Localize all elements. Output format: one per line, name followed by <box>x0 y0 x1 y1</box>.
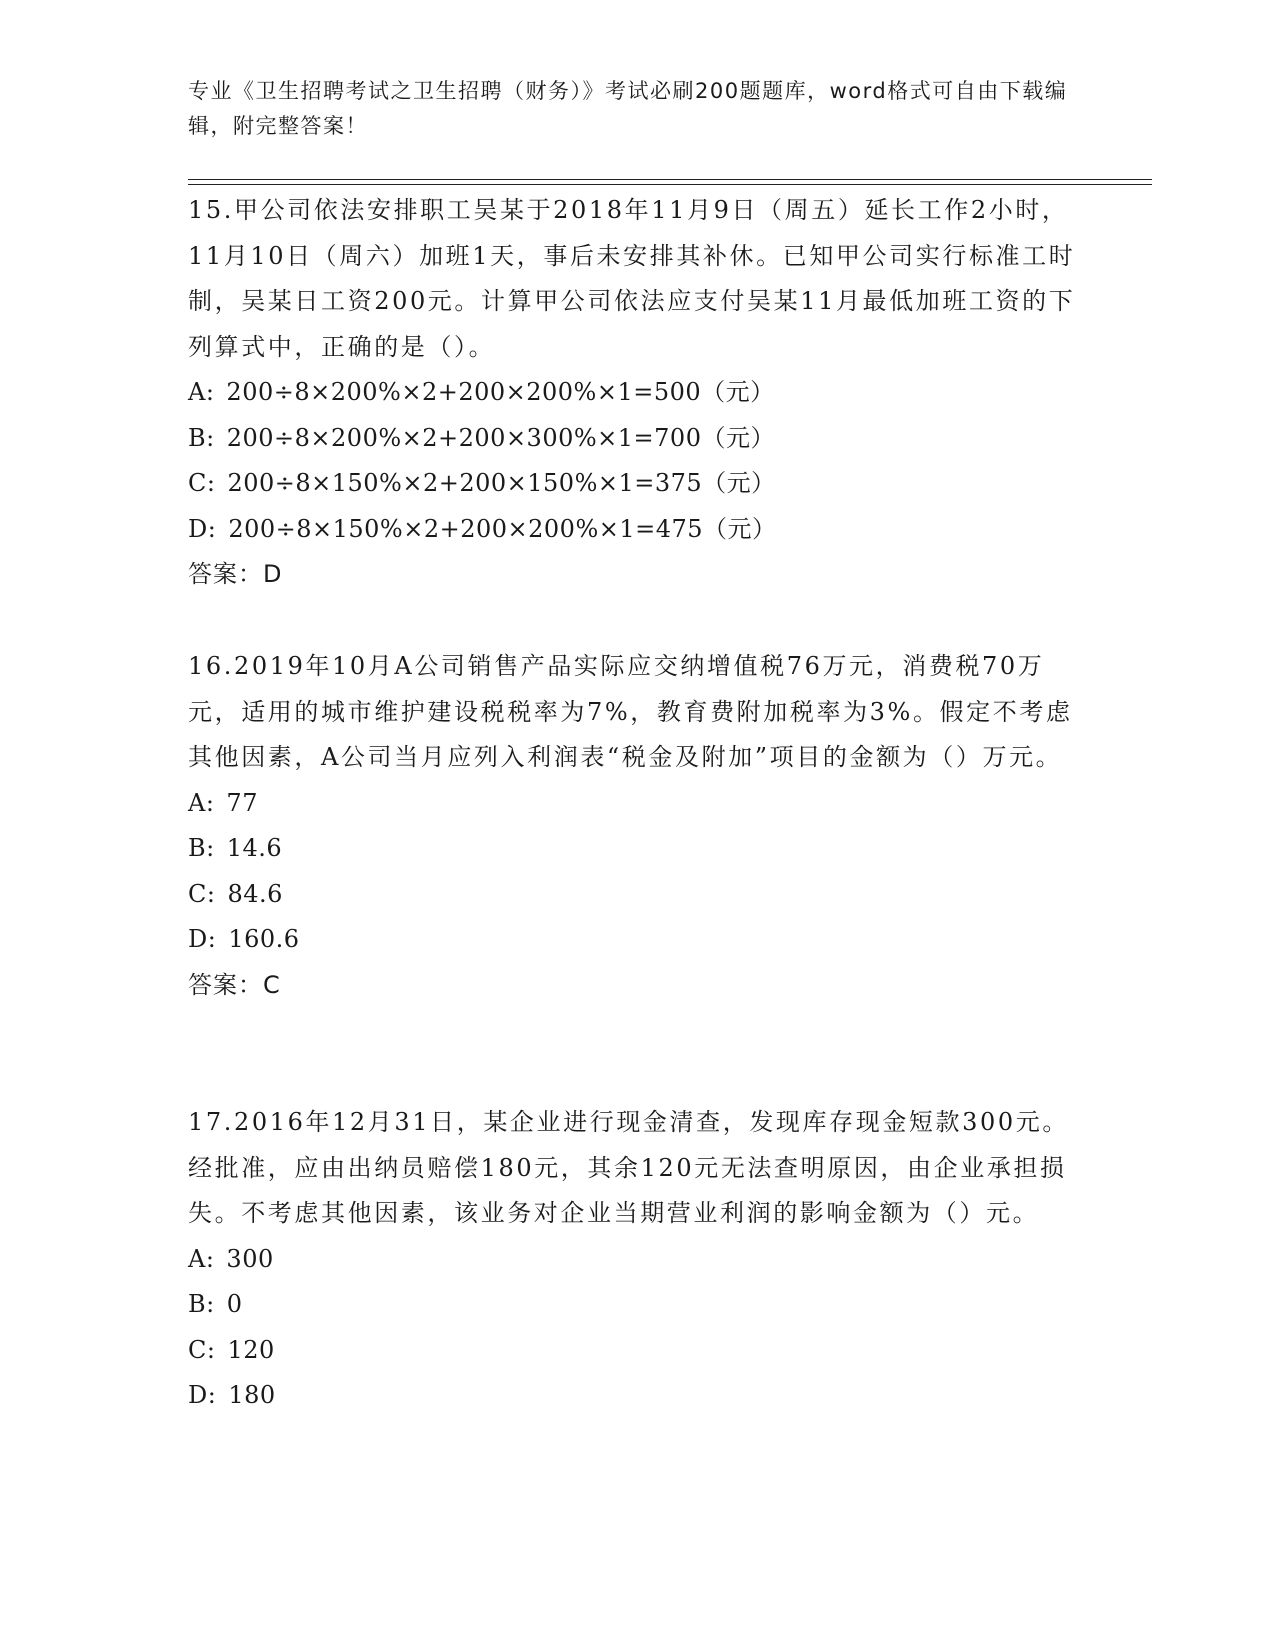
option-text: 200÷8×200%×2+200×300%×1=700（元） <box>226 423 775 452</box>
option-d <box>188 507 1088 553</box>
option-d <box>188 1373 1088 1419</box>
option-text: 200÷8×200%×2+200×200%×1=500（元） <box>226 378 775 406</box>
question-stem: 17.2016年12月31日，某企业进行现金清查，发现库存现金短款300元。经批准，应由出纳员赔偿180元，其余120元无法查明原因，由企业承担损失。不考虑其他因素，该业务对企业当期营业利润的影响金额为（）元。 <box>188 1108 1069 1227</box>
option-d <box>188 917 1088 963</box>
option-letter: B: <box>188 1290 215 1318</box>
option-a <box>188 781 1088 827</box>
option-text: 200÷8×150%×2+200×200%×1=475（元） <box>228 514 777 543</box>
option-letter: C: <box>188 879 216 908</box>
option-c <box>188 1328 1088 1374</box>
question-stem: 15.甲公司依法安排职工吴某于2018年11月9日（周五）延长工作2小时，11月10日（周六）加班1天，事后未安排其补休。已知甲公司实行标准工时制，吴某日工资200元。计算甲公司依法应支付吴某11月最低加班工资的下列算式中，正确的是（）。 <box>188 196 1076 361</box>
document-header: 专业《卫生招聘考试之卫生招聘（财务）》考试必刷200题题库，word格式可自由下载编辑，附完整答案！ <box>188 79 1068 138</box>
option-text: 120 <box>227 1335 275 1364</box>
option-letter: B: <box>188 423 215 452</box>
question-15 <box>188 188 1088 598</box>
question-stem: 16.2019年10月A公司销售产品实际应交纳增值税76万元，消费税70万元，适用的城市维护建设税税率为7%，教育费附加税率为3%。假定不考虑其他因素，A公司当月应列入利润表“税金及附加”项目的金额为（）万元。 <box>188 652 1073 771</box>
question-17 <box>188 1100 1088 1419</box>
option-list <box>188 1237 1088 1419</box>
option-text: 160.6 <box>228 925 300 953</box>
option-c <box>188 872 1088 918</box>
option-c <box>188 461 1088 507</box>
option-letter: A: <box>188 378 215 406</box>
option-text: 300 <box>226 1244 274 1273</box>
option-text: 0 <box>226 1290 243 1318</box>
header-rule-top <box>188 179 1152 180</box>
option-letter: D: <box>188 514 217 543</box>
option-letter: D: <box>188 1381 217 1409</box>
header-rule-bottom <box>188 184 1152 185</box>
option-b <box>188 826 1088 872</box>
answer-label: 答案：D <box>188 560 283 588</box>
option-text: 84.6 <box>227 879 283 908</box>
option-b <box>188 1282 1088 1328</box>
option-a <box>188 1237 1088 1283</box>
option-text: 200÷8×150%×2+200×150%×1=375（元） <box>227 469 776 497</box>
option-letter: C: <box>188 469 216 497</box>
option-text: 14.6 <box>226 834 283 862</box>
option-b <box>188 416 1088 462</box>
option-letter: C: <box>188 1335 216 1364</box>
option-list <box>188 370 1088 552</box>
option-letter: A: <box>188 788 215 817</box>
option-text: 77 <box>226 788 258 817</box>
option-letter: B: <box>188 834 215 862</box>
option-letter: D: <box>188 925 217 953</box>
option-a <box>188 370 1088 416</box>
option-list <box>188 781 1088 963</box>
answer-label: 答案：C <box>188 970 281 999</box>
option-letter: A: <box>188 1244 215 1273</box>
question-16 <box>188 644 1088 1008</box>
option-text: 180 <box>228 1381 276 1409</box>
